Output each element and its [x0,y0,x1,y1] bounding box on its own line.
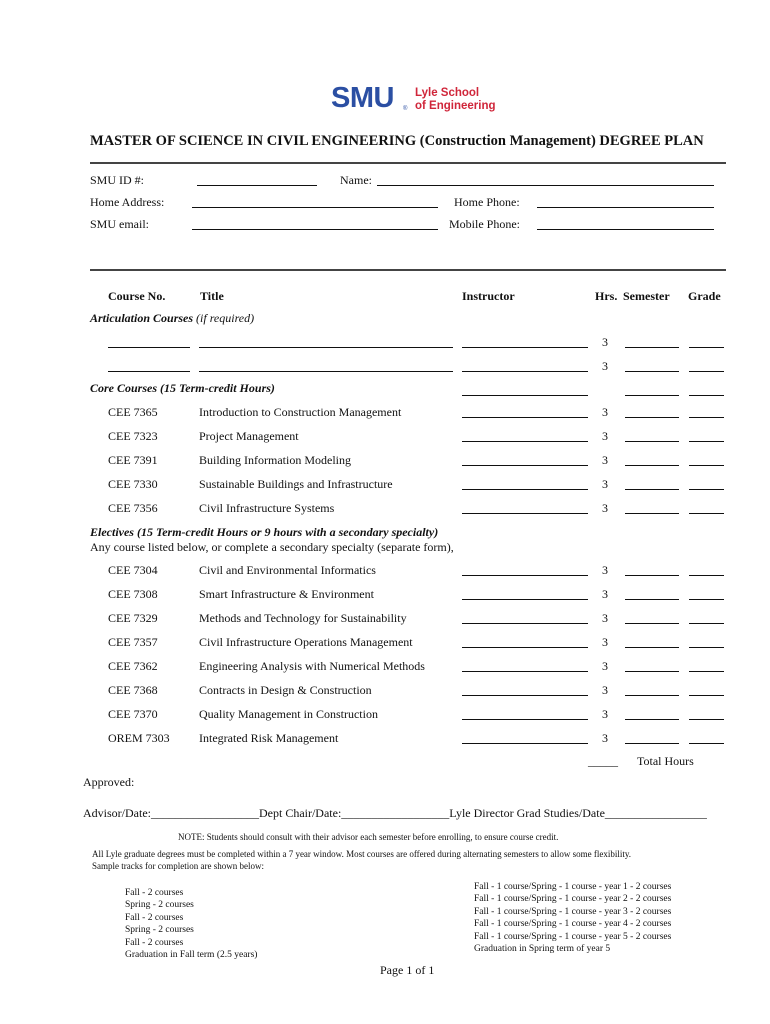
elective-row-hrs: 3 [602,587,608,601]
elective-row-semester-field[interactable] [625,647,679,648]
elective-row-hrs: 3 [602,683,608,697]
core-row-semester-field[interactable] [625,489,679,490]
elective-row-hrs: 3 [602,563,608,577]
total-hours-label: Total Hours [637,754,694,768]
signature-line[interactable]: Advisor/Date:__________________Dept Chair/Date:__________________Lyle Director Grad Studies/Date_________________ [83,806,707,820]
elective-row-grade-field[interactable] [689,695,724,696]
elective-row-grade-field[interactable] [689,623,724,624]
smu-id-label: SMU ID #: [90,173,145,187]
core-row-grade-field[interactable] [689,441,724,442]
home-phone-field[interactable] [537,207,714,208]
mobile-phone-field[interactable] [537,229,714,230]
elective-row-semester-field[interactable] [625,671,679,672]
elective-row-grade-field[interactable] [689,599,724,600]
approved-label: Approved: [83,775,135,789]
articulation-row-1-instructor-field[interactable] [462,347,588,348]
elective-row-course-title: Methods and Technology for Sustainability [199,611,407,625]
core-row-course-no: CEE 7365 [108,405,158,419]
elective-row-instructor-field[interactable] [462,719,588,720]
home-address-field[interactable] [192,207,438,208]
elective-row-semester-field[interactable] [625,743,679,744]
elective-row-course-no: CEE 7308 [108,587,158,601]
core-row-semester-field[interactable] [625,441,679,442]
track-right-line: Fall - 1 course/Spring - 1 course - year 1 - 2 courses [474,882,672,892]
elective-row-hrs: 3 [602,611,608,625]
core-row-hrs: 3 [602,429,608,443]
elective-row-hrs: 3 [602,659,608,673]
core-heading-instructor-line [462,395,588,396]
elective-row-semester-field[interactable] [625,719,679,720]
core-row-grade-field[interactable] [689,417,724,418]
track-left-line: Fall - 2 courses [125,912,184,923]
core-row-course-title: Building Information Modeling [199,453,351,467]
core-row-course-title: Introduction to Construction Management [199,405,402,419]
elective-row-grade-field[interactable] [689,719,724,720]
core-row-hrs: 3 [602,405,608,419]
elective-row-course-no: CEE 7362 [108,659,158,673]
elective-row-semester-field[interactable] [625,599,679,600]
info-line-1: All Lyle graduate degrees must be completed within a 7 year window. Most courses are offered during alternating semesters to allow some flexibility. [92,849,632,859]
core-row-instructor-field[interactable] [462,441,588,442]
header-instructor: Instructor [462,289,515,303]
core-heading-semester-line [625,395,679,396]
elective-row-semester-field[interactable] [625,695,679,696]
logo-school-line1: Lyle School [415,87,480,99]
header-title: Title [200,289,224,303]
elective-row-instructor-field[interactable] [462,695,588,696]
logo-school-line2: of Engineering [415,100,496,112]
core-row-course-no: CEE 7323 [108,429,158,443]
core-row-instructor-field[interactable] [462,465,588,466]
articulation-row-1-hrs: 3 [602,335,608,349]
electives-heading: Electives (15 Term-credit Hours or 9 hours with a secondary specialty) [90,525,439,539]
elective-row-course-title: Integrated Risk Management [199,731,339,745]
articulation-row-2-hrs: 3 [602,359,608,373]
header-course-no: Course No. [108,289,166,303]
track-right-line: Graduation in Spring term of year 5 [474,944,611,955]
articulation-row-1-semester-field[interactable] [625,347,679,348]
core-row-course-title: Sustainable Buildings and Infrastructure [199,477,393,491]
core-row-course-no: CEE 7391 [108,453,158,467]
track-left-line: Graduation in Fall term (2.5 years) [125,950,258,961]
info-line-2: Sample tracks for completion are shown below: [92,861,264,871]
core-row-instructor-field[interactable] [462,489,588,490]
elective-row-instructor-field[interactable] [462,743,588,744]
core-row-semester-field[interactable] [625,513,679,514]
elective-row-course-title: Engineering Analysis with Numerical Methods [199,659,425,673]
elective-row-hrs: 3 [602,731,608,745]
articulation-note: (if required) [196,311,255,325]
elective-row-grade-field[interactable] [689,647,724,648]
core-heading-grade-line [689,395,724,396]
articulation-heading: Articulation Courses [90,311,194,325]
mobile-phone-label: Mobile Phone: [449,217,520,231]
logo-registered-mark: ® [403,106,408,112]
core-row-grade-field[interactable] [689,465,724,466]
elective-row-course-no: CEE 7370 [108,707,158,721]
elective-row-semester-field[interactable] [625,623,679,624]
track-right-line: Fall - 1 course/Spring - 1 course - year 4 - 2 courses [474,919,672,930]
elective-row-hrs: 3 [602,707,608,721]
elective-row-course-no: CEE 7304 [108,563,158,577]
articulation-row-2-grade-field[interactable] [689,371,724,372]
elective-row-course-title: Civil Infrastructure Operations Management [199,635,413,649]
articulation-row-1-title-field[interactable] [199,347,453,348]
advisor-note: NOTE: Students should consult with their advisor each semester before enrolling, to ensure course credit. [178,832,559,842]
elective-row-instructor-field[interactable] [462,575,588,576]
total-hours-blank[interactable]: _____ [588,754,618,768]
elective-row-course-title: Civil and Environmental Informatics [199,563,376,577]
articulation-row-2-title-field[interactable] [199,371,453,372]
name-field[interactable] [377,185,714,186]
articulation-row-1-grade-field[interactable] [689,347,724,348]
core-row-instructor-field[interactable] [462,417,588,418]
elective-row-hrs: 3 [602,635,608,649]
track-right-line: Fall - 1 course/Spring - 1 course - year 3 - 2 courses [474,906,672,917]
elective-row-course-no: CEE 7329 [108,611,158,625]
smu-email-label: SMU email: [90,217,149,231]
articulation-row-1-course-field[interactable] [108,347,190,348]
elective-row-course-no: CEE 7357 [108,635,158,649]
home-phone-label: Home Phone: [454,195,520,209]
core-row-course-title: Project Management [199,429,299,443]
core-row-instructor-field[interactable] [462,513,588,514]
track-left-line: Fall - 2 courses [125,888,184,898]
core-row-semester-field[interactable] [625,465,679,466]
name-label: Name: [340,173,372,187]
articulation-row-2-semester-field[interactable] [625,371,679,372]
articulation-row-2-course-field[interactable] [108,371,190,372]
home-address-label: Home Address: [90,195,165,209]
electives-subheading: Any course listed below, or complete a secondary specialty (separate form), [90,540,454,554]
header-hrs: Hrs. [595,289,618,303]
header-grade: Grade [688,289,721,303]
elective-row-instructor-field[interactable] [462,647,588,648]
smu-id-field[interactable] [197,185,317,186]
page-number: Page 1 of 1 [380,963,435,977]
core-row-grade-field[interactable] [689,513,724,514]
elective-row-semester-field[interactable] [625,575,679,576]
logo-brand: SMU [331,82,394,114]
core-heading: Core Courses (15 Term-credit Hours) [90,381,275,395]
track-right [474,881,671,955]
elective-row-course-no: CEE 7368 [108,683,158,697]
elective-row-instructor-field[interactable] [462,599,588,600]
track-right-line: Fall - 1 course/Spring - 1 course - year 2 - 2 courses [474,894,672,905]
page-title: MASTER OF SCIENCE IN CIVIL ENGINEERING (Construction Management) DEGREE PLAN [90,133,704,149]
elective-row-course-title: Smart Infrastructure & Environment [199,587,374,601]
core-row-grade-field[interactable] [689,489,724,490]
fields-rule [90,269,726,271]
core-row-semester-field[interactable] [625,417,679,418]
elective-row-grade-field[interactable] [689,743,724,744]
core-row-hrs: 3 [602,501,608,515]
track-left-line: Spring - 2 courses [125,925,194,936]
track-left-line: Spring - 2 courses [125,900,194,911]
smu-email-field[interactable] [192,229,438,230]
elective-row-grade-field[interactable] [689,575,724,576]
articulation-row-2-instructor-field[interactable] [462,371,588,372]
articulation-heading-wrap [90,311,254,326]
track-left-line: Fall - 2 courses [125,937,184,948]
elective-row-course-title: Quality Management in Construction [199,707,378,721]
core-row-hrs: 3 [602,453,608,467]
elective-row-course-no: OREM 7303 [108,731,170,745]
elective-row-course-title: Contracts in Design & Construction [199,683,372,697]
core-row-course-no: CEE 7356 [108,501,158,515]
track-right-line: Fall - 1 course/Spring - 1 course - year 5 - 2 courses [474,931,672,942]
core-row-course-title: Civil Infrastructure Systems [199,501,335,515]
header-semester: Semester [623,289,670,303]
track-left [125,887,257,961]
elective-row-instructor-field[interactable] [462,623,588,624]
elective-row-grade-field[interactable] [689,671,724,672]
title-rule [90,162,726,164]
elective-row-instructor-field[interactable] [462,671,588,672]
core-row-hrs: 3 [602,477,608,491]
core-row-course-no: CEE 7330 [108,477,158,491]
